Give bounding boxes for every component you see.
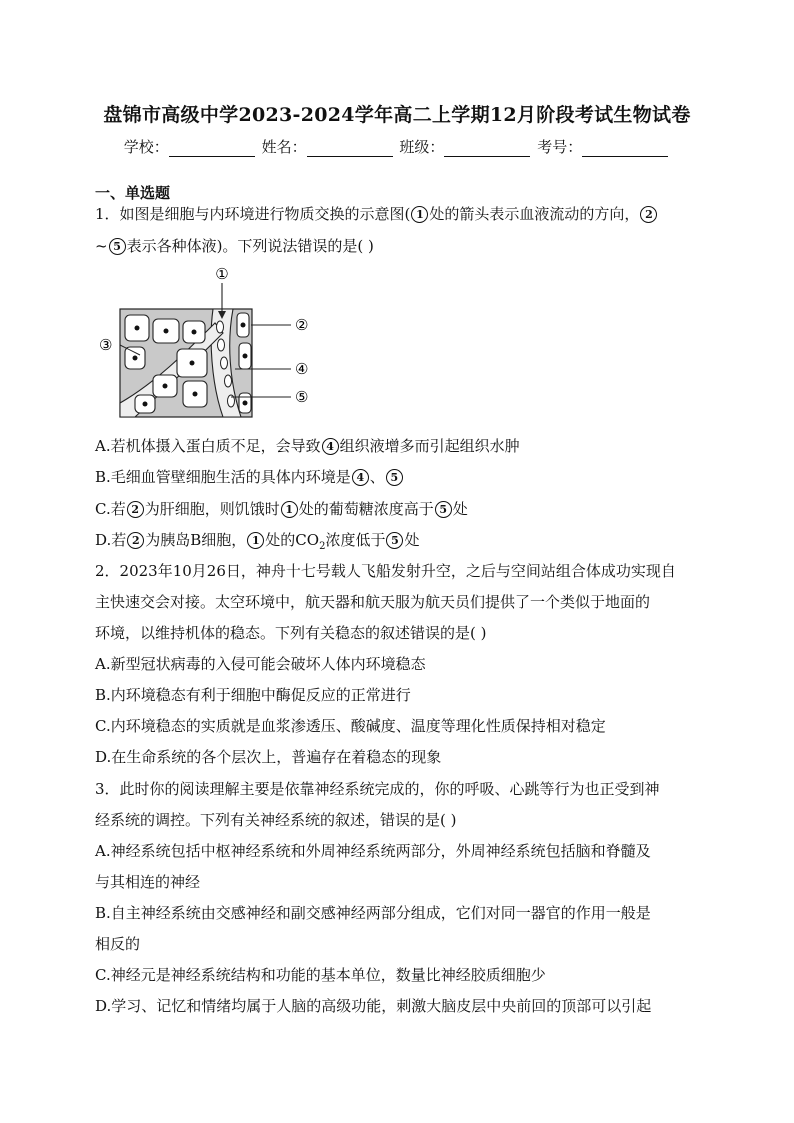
q3-option-b-line2[interactable]: 相反的 xyxy=(95,935,141,953)
q2-option-b[interactable]: B.内环境稳态有利于细胞中酶促反应的正常进行 xyxy=(95,686,411,704)
q2-stem-line1: 2．2023年10月26日，神舟十七号载人飞船发射升空，之后与空间站组合体成功实现自 xyxy=(95,562,676,580)
q3-option-d[interactable]: D.学习、记忆和情绪均属于人脑的高级功能，刺激大脑皮层中央前回的顶部可以引起 xyxy=(95,997,652,1015)
circled-number: 5 xyxy=(109,238,126,255)
figure-label-5: ⑤ xyxy=(295,388,309,406)
q3-stem-line2: 经系统的调控。下列有关神经系统的叙述，错误的是( ) xyxy=(95,811,457,829)
circled-number: 5 xyxy=(386,532,403,549)
q2-stem-line3: 环境，以维持机体的稳态。下列有关稳态的叙述错误的是( ) xyxy=(95,624,487,642)
q2-option-d[interactable]: D.在生命系统的各个层次上，普遍存在着稳态的现象 xyxy=(95,748,442,766)
name-label: 姓名： xyxy=(261,138,307,156)
tissue-exchange-diagram xyxy=(95,263,325,423)
name-blank[interactable] xyxy=(307,142,393,157)
figure-label-1: ① xyxy=(215,265,229,283)
q1-option-b[interactable]: B.毛细血管壁细胞生活的具体内环境是 4 、 5 xyxy=(95,467,404,487)
circled-number: 1 xyxy=(247,532,264,549)
circled-number: 2 xyxy=(127,532,144,549)
circled-number: 4 xyxy=(352,469,369,486)
number-blank[interactable] xyxy=(582,142,668,157)
q2-stem-line2: 主快速交会对接。太空环境中，航天器和航天服为航天员们提供了一个类似于地面的 xyxy=(95,593,651,611)
circled-number: 1 xyxy=(281,501,298,518)
figure-label-3: ③ xyxy=(99,336,113,354)
number-label: 考号： xyxy=(537,138,583,156)
blood-cell xyxy=(217,321,224,333)
exam-title: 盘锦市高级中学2023-2024学年高二上学期12月阶段考试生物试卷 xyxy=(103,104,691,126)
q3-option-b-line1[interactable]: B.自主神经系统由交感神经和副交感神经两部分组成，它们对同一器官的作用一般是 xyxy=(95,904,651,922)
circled-number: 1 xyxy=(411,206,428,223)
q3-stem-line1: 3．此时你的阅读理解主要是依靠神经系统完成的，你的呼吸、心跳等行为也正受到神 xyxy=(95,780,660,798)
q1-stem-line2: ~ 5 表示各种体液)。下列说法错误的是( ) xyxy=(95,237,374,255)
q3-option-c[interactable]: C.神经元是神经系统结构和功能的基本单位，数量比神经胶质细胞少 xyxy=(95,966,546,984)
class-label: 班级： xyxy=(399,138,445,156)
circled-number: 5 xyxy=(435,501,452,518)
q1-option-a[interactable]: A.若机体摄入蛋白质不足，会导致 4 组织液增多而引起组织水肿 xyxy=(95,437,520,455)
class-blank[interactable] xyxy=(444,142,530,157)
q3-option-a-line2[interactable]: 与其相连的神经 xyxy=(95,873,201,891)
circled-number: 4 xyxy=(322,438,339,455)
blood-cell xyxy=(218,339,225,351)
student-info-line xyxy=(0,136,794,157)
circled-number: 2 xyxy=(127,501,144,518)
circled-number: 2 xyxy=(640,206,657,223)
figure-label-4: ④ xyxy=(295,360,309,378)
blood-cell xyxy=(221,357,228,369)
figure-label-2: ② xyxy=(295,316,309,334)
blood-cell xyxy=(225,375,232,387)
q1-option-d[interactable]: D.若 2 为胰岛B细胞， 1 处的$CO_2$浓度低于 5 处 xyxy=(95,531,420,552)
school-label: 学校： xyxy=(123,138,169,156)
school-blank[interactable] xyxy=(169,142,255,157)
q1-stem-line1: 1．如图是细胞与内环境进行物质交换的示意图( 1 处的箭头表示血液流动的方向， 2 xyxy=(95,204,658,224)
circled-number: 5 xyxy=(386,469,403,486)
q2-option-a[interactable]: A.新型冠状病毒的入侵可能会破坏人体内环境稳态 xyxy=(95,655,426,673)
q1-option-c[interactable]: C.若 2 为肝细胞，则饥饿时 1 处的葡萄糖浓度高于 5 处 xyxy=(95,500,468,518)
section-title: 一、单选题 xyxy=(95,184,171,202)
q2-option-c[interactable]: C.内环境稳态的实质就是血浆渗透压、酸碱度、温度等理化性质保持相对稳定 xyxy=(95,717,606,735)
q3-option-a-line1[interactable]: A.神经系统包括中枢神经系统和外周神经系统两部分，外周神经系统包括脑和脊髓及 xyxy=(95,842,651,860)
